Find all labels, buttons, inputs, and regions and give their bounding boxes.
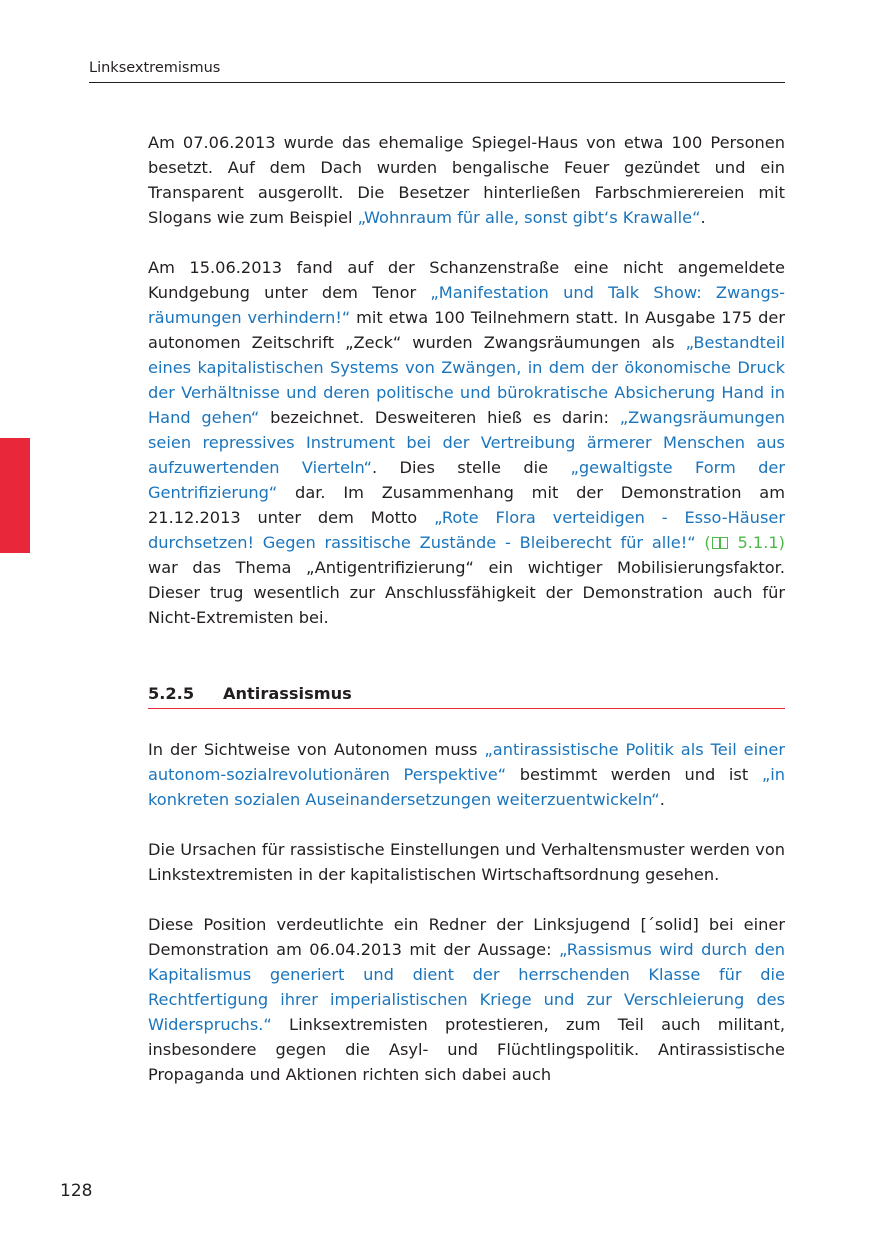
running-header <box>89 59 785 83</box>
paragraph-position: Diese Position verdeutlichte ein Redner der Linksjugend [´solid] bei einer Demonstration am 06.04.2013 mit der Aussage: „Rassismus wird durch den Kapitalismus generiert und dient der herrschenden Klasse für die Rechtfertigung ihrer imperialistischen Kriege und zur Verschleierung des Widerspruchs.“ Linksextremisten protestieren, zum Teil auch militant, insbesondere gegen die Asyl- und Flüchtlingspolitik. Antirassistische Propaganda und Aktionen richten sich dabei auch <box>148 915 785 1084</box>
section-title: Antirassismus <box>223 684 352 703</box>
paragraph-spiegel-haus: Am 07.06.2013 wurde das ehemalige Spiegel-Haus von etwa 100 Personen besetzt. Auf dem Dach wurden bengalische Feuer gezündet und ein Transparent ausgerollt. Die Besetzer hinterließen Farbschmierereien mit Slogans wie zum Beispiel „Wohnraum für alle, sonst gibt‘s Krawalle“. <box>148 133 785 227</box>
running-header-title: Linksextremismus <box>89 60 221 76</box>
paragraph-ursachen: Die Ursachen für rassistische Einstellungen und Verhaltensmuster werden von Linkstextremisten in der kapitalistischen Wirtschaftsordnung gesehen. <box>148 840 785 884</box>
quote-gentrifizierung: „gewaltigste Form der Gentrifizierung“ <box>148 458 786 502</box>
quote-rassismus: „Rassismus wird durch den Kapitalismus generiert und dient der herrschenden Klasse für die Rechtfertigung ihrer imperialistischen Kriege und zur Verschleierung des Widerspruchs.“ <box>148 940 785 1034</box>
quote-rote-flora: „Rote Flora verteidigen - Esso-Häuser durchsetzen! Gegen rassitische Zustände - Bleiberecht für alle!“ <box>148 508 785 552</box>
paragraph-antirassismus-sichtweise: In der Sichtweise von Autonomen muss „antirassistische Politik als Teil einer autonom-sozialrevolutionären Perspektive“ bestimmt werden und ist „in konkreten sozialen Auseinandersetzungen weiterzuentwickeln“. <box>148 740 785 809</box>
paragraph-schanzenstrasse: Am 15.06.2013 fand auf der Schanzenstraße eine nicht angemeldete Kundgebung unter dem Tenor „Manifestation und Talk Show: Zwangsräumungen verhindern!“ mit etwa 100 Teilnehmern statt. In Ausgabe 175 der autonomen Zeitschrift „Zeck“ wurden Zwangsräumungen als „Bestandteil eines kapitalistischen Systems von Zwängen, in dem der ökonomische Druck der Verhältnisse und deren politische und bürokratische Absicherung Hand in Hand gehen“ bezeichnet. Desweiteren hieß es darin: „Zwangsräumungen seien repressives Instrument bei der Vertreibung ärmerer Menschen aus aufzuwertenden Vierteln“. Dies stelle die „gewaltigste Form der Gentrifizierung“ dar. Im Zusammenhang mit der Demonstration am 21.12.2013 unter dem Motto „Rote Flora verteidigen - Esso-Häuser durchsetzen! Gegen rassitische Zustände - Bleiberecht für alle!“ ( 5.1.1) war das Thema „Antigentrifizierung“ ein wichtiger Mobilisierungsfaktor. Dieser trug wesentlich zur Anschlussfähigkeit der Demonstration auch für Nicht-Extremisten bei. <box>148 258 786 627</box>
cross-reference-link[interactable]: ( 5.1.1) <box>695 533 785 552</box>
section-heading <box>148 684 785 709</box>
quote-bestandteil: „Bestandteil eines kapitalistischen Systems von Zwängen, in dem der ökonomische Druck der Verhältnisse und deren politische und bürokratische Absicherung Hand in Hand gehen“ <box>148 333 785 427</box>
section-number: 5.2.5 <box>148 684 195 703</box>
quote-manifestation: „Manifestation und Talk Show: Zwangsräumungen verhindern!“ <box>148 283 785 327</box>
book-icon <box>712 537 728 549</box>
page-content <box>148 130 785 1087</box>
quote-weiterzuentwickeln: „in konkreten sozialen Auseinandersetzungen weiterzuentwickeln“ <box>148 765 785 809</box>
page-number: 128 <box>60 1181 93 1201</box>
quote-zwangsraeumungen: „Zwangsräumungen seien repressives Instrument bei der Vertreibung ärmerer Menschen aus aufzuwertenden Vierteln“ <box>148 408 785 477</box>
quote-antirassistische-politik: „antirassistische Politik als Teil einer autonom-sozialrevolutionären Perspektive“ <box>148 740 785 784</box>
quote-wohnraum: „Wohnraum für alle, sonst gibt‘s Krawalle“ <box>357 208 701 227</box>
chapter-color-tab <box>0 438 30 553</box>
